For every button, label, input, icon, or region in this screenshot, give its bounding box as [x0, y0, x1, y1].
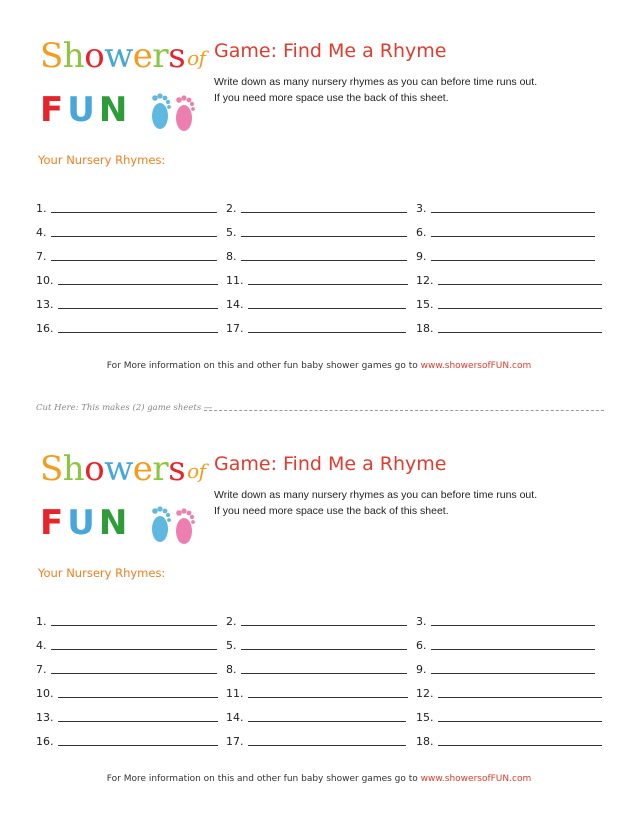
answer-blank-5 — [226, 631, 416, 655]
answer-number: 2. — [226, 615, 237, 628]
answer-number: 3. — [416, 615, 427, 628]
answer-number: 18. — [416, 322, 434, 335]
logo-letter: s — [168, 36, 186, 76]
answer-line[interactable] — [58, 707, 218, 722]
logo-letter: r — [152, 449, 169, 489]
answer-blank-15 — [416, 703, 606, 727]
answer-line[interactable] — [438, 707, 602, 722]
answer-line[interactable] — [51, 659, 217, 674]
baby-feet-icon — [146, 88, 200, 134]
answer-line[interactable] — [241, 198, 407, 213]
answer-blank-14 — [226, 290, 416, 314]
answer-number: 11. — [226, 274, 244, 287]
answer-blank-10 — [36, 266, 226, 290]
instructions — [214, 74, 537, 106]
answer-blank-3 — [416, 607, 606, 631]
logo-letter: F — [40, 90, 68, 130]
logo-letter: o — [84, 449, 105, 489]
answer-line[interactable] — [51, 611, 217, 626]
answer-number: 7. — [36, 250, 47, 263]
logo-letter: N — [98, 90, 132, 130]
answer-line[interactable] — [248, 683, 408, 698]
dashed-cut-line — [204, 410, 604, 411]
answer-row — [36, 314, 606, 338]
answer-blank-4 — [36, 631, 226, 655]
answer-row — [36, 266, 606, 290]
answer-number: 12. — [416, 274, 434, 287]
answer-number: 6. — [416, 639, 427, 652]
answer-line[interactable] — [58, 294, 218, 309]
answer-row — [36, 242, 606, 266]
answer-blank-16 — [36, 727, 226, 751]
answer-number: 15. — [416, 298, 434, 311]
answer-number: 6. — [416, 226, 427, 239]
answer-line[interactable] — [438, 731, 602, 746]
logo-letter: U — [67, 503, 99, 543]
answer-blank-4 — [36, 218, 226, 242]
answer-blanks — [36, 194, 606, 338]
answer-row — [36, 727, 606, 751]
instructions-line-2: If you need more space use the back of this sheet. — [214, 505, 449, 517]
cut-here-label: Cut Here: This makes (2) game sheets — — [36, 403, 213, 413]
answer-row — [36, 703, 606, 727]
footer-text: For More information on this and other fun baby shower games go to — [106, 774, 421, 784]
answer-line[interactable] — [431, 659, 595, 674]
answer-number: 9. — [416, 663, 427, 676]
answer-line[interactable] — [58, 318, 218, 333]
answer-blank-5 — [226, 218, 416, 242]
nursery-rhymes-heading: Your Nursery Rhymes: — [38, 153, 166, 167]
answer-line[interactable] — [51, 198, 217, 213]
answer-blank-2 — [226, 607, 416, 631]
answer-number: 5. — [226, 639, 237, 652]
answer-number: 18. — [416, 735, 434, 748]
answer-number: 17. — [226, 735, 244, 748]
answer-blank-12 — [416, 679, 606, 703]
answer-line[interactable] — [248, 270, 408, 285]
logo-letter: r — [152, 36, 169, 76]
logo-fun-word — [40, 90, 131, 130]
instructions-line-1: Write down as many nursery rhymes as you can before time runs out. — [214, 489, 538, 501]
logo-letter: o — [84, 36, 105, 76]
answer-blank-3 — [416, 194, 606, 218]
answer-number: 14. — [226, 711, 244, 724]
answer-blank-8 — [226, 655, 416, 679]
answer-number: 14. — [226, 298, 244, 311]
logo-letter: s — [168, 449, 186, 489]
answer-line[interactable] — [51, 222, 217, 237]
answer-row — [36, 218, 606, 242]
answer-number: 9. — [416, 250, 427, 263]
answer-number: 2. — [226, 202, 237, 215]
answer-line[interactable] — [58, 270, 218, 285]
answer-blank-12 — [416, 266, 606, 290]
logo-letter: h — [62, 36, 85, 76]
logo-letter: S — [40, 449, 63, 489]
answer-line[interactable] — [438, 318, 602, 333]
answer-line[interactable] — [431, 246, 595, 261]
answer-row — [36, 631, 606, 655]
answer-blank-1 — [36, 607, 226, 631]
logo-fun-word — [40, 503, 131, 543]
answer-blank-11 — [226, 679, 416, 703]
logo-letter: w — [104, 449, 133, 489]
logo-of: of — [187, 46, 206, 70]
logo-showers-word — [40, 36, 206, 76]
answer-line[interactable] — [51, 246, 217, 261]
answer-blank-13 — [36, 703, 226, 727]
answer-blank-10 — [36, 679, 226, 703]
answer-number: 12. — [416, 687, 434, 700]
answer-number: 3. — [416, 202, 427, 215]
nursery-rhymes-heading: Your Nursery Rhymes: — [38, 566, 166, 580]
answer-number: 8. — [226, 663, 237, 676]
answer-row — [36, 679, 606, 703]
website-link[interactable]: www.showersofFUN.com — [420, 361, 532, 371]
answer-line[interactable] — [248, 318, 406, 333]
answer-blank-14 — [226, 703, 416, 727]
website-link[interactable]: www.showersofFUN.com — [420, 774, 532, 784]
answer-line[interactable] — [438, 270, 602, 285]
logo-letter: h — [62, 449, 85, 489]
answer-line[interactable] — [438, 683, 602, 698]
answer-blank-2 — [226, 194, 416, 218]
game-title: Game: Find Me a Rhyme — [214, 40, 447, 62]
answer-blank-1 — [36, 194, 226, 218]
answer-number: 17. — [226, 322, 244, 335]
answer-number: 10. — [36, 687, 54, 700]
answer-number: 7. — [36, 663, 47, 676]
answer-row — [36, 607, 606, 631]
answer-number: 8. — [226, 250, 237, 263]
answer-line[interactable] — [431, 222, 595, 237]
answer-line[interactable] — [58, 731, 218, 746]
answer-blank-17 — [226, 314, 416, 338]
answer-line[interactable] — [241, 611, 407, 626]
answer-row — [36, 290, 606, 314]
instructions-line-1: Write down as many nursery rhymes as you can before time runs out. — [214, 76, 538, 88]
footer-note — [0, 774, 638, 784]
answer-number: 11. — [226, 687, 244, 700]
instructions-line-2: If you need more space use the back of this sheet. — [214, 92, 449, 104]
logo-letter: w — [104, 36, 133, 76]
answer-line[interactable] — [431, 198, 595, 213]
answer-blank-6 — [416, 631, 606, 655]
logo-showers-word — [40, 449, 206, 489]
answer-line[interactable] — [438, 294, 602, 309]
answer-number: 4. — [36, 639, 47, 652]
footer-text: For More information on this and other fun baby shower games go to — [106, 361, 421, 371]
logo-letter: e — [132, 36, 153, 76]
answer-line[interactable] — [58, 683, 218, 698]
answer-line[interactable] — [51, 635, 217, 650]
baby-feet-icon — [146, 501, 200, 547]
answer-blank-16 — [36, 314, 226, 338]
answer-row — [36, 194, 606, 218]
logo-letter: U — [67, 90, 99, 130]
answer-number: 4. — [36, 226, 47, 239]
answer-blank-7 — [36, 242, 226, 266]
answer-blanks — [36, 607, 606, 751]
answer-blank-9 — [416, 655, 606, 679]
answer-blank-18 — [416, 727, 606, 751]
logo-letter: N — [98, 503, 132, 543]
answer-line[interactable] — [241, 659, 407, 674]
answer-number: 13. — [36, 298, 54, 311]
showers-of-fun-logo — [36, 34, 208, 144]
game-sheet-2 — [0, 413, 638, 813]
answer-number: 5. — [226, 226, 237, 239]
answer-blank-15 — [416, 290, 606, 314]
answer-blank-18 — [416, 314, 606, 338]
answer-line[interactable] — [431, 611, 595, 626]
answer-blank-8 — [226, 242, 416, 266]
answer-line[interactable] — [431, 635, 595, 650]
answer-blank-17 — [226, 727, 416, 751]
answer-line[interactable] — [241, 635, 407, 650]
answer-number: 15. — [416, 711, 434, 724]
logo-of: of — [187, 459, 206, 483]
answer-blank-13 — [36, 290, 226, 314]
answer-number: 13. — [36, 711, 54, 724]
answer-line[interactable] — [248, 707, 406, 722]
answer-line[interactable] — [241, 222, 407, 237]
logo-letter: e — [132, 449, 153, 489]
answer-blank-7 — [36, 655, 226, 679]
logo-letter: F — [40, 503, 68, 543]
footer-note — [0, 361, 638, 371]
answer-line[interactable] — [241, 246, 407, 261]
answer-row — [36, 655, 606, 679]
answer-number: 16. — [36, 322, 54, 335]
answer-number: 1. — [36, 615, 47, 628]
answer-blank-9 — [416, 242, 606, 266]
answer-number: 16. — [36, 735, 54, 748]
answer-number: 1. — [36, 202, 47, 215]
logo-letter: S — [40, 36, 63, 76]
answer-blank-11 — [226, 266, 416, 290]
showers-of-fun-logo — [36, 447, 208, 557]
answer-number: 10. — [36, 274, 54, 287]
game-title: Game: Find Me a Rhyme — [214, 453, 447, 475]
answer-line[interactable] — [248, 294, 406, 309]
instructions — [214, 487, 537, 519]
answer-line[interactable] — [248, 731, 406, 746]
game-sheet-1 — [0, 0, 638, 400]
answer-blank-6 — [416, 218, 606, 242]
